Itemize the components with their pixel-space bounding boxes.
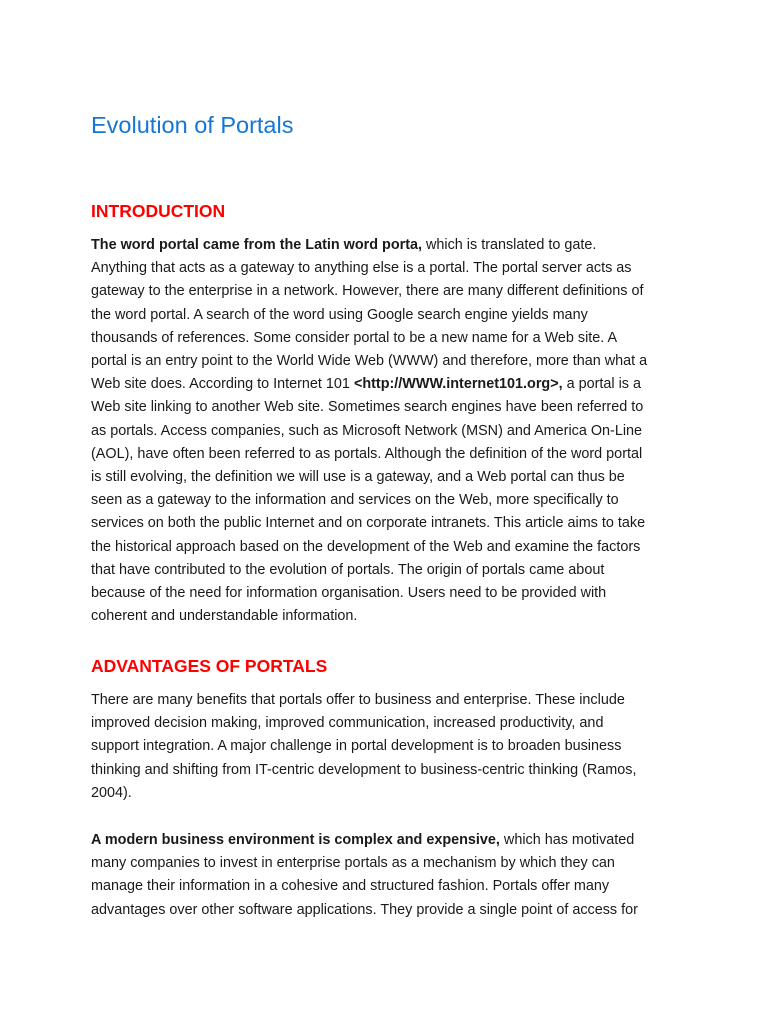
paragraph-line: because of the need for information organisation. Users need to be provided with bbox=[91, 585, 607, 602]
introduction-paragraph bbox=[91, 234, 647, 628]
section-heading-advantages: ADVANTAGES OF PORTALS bbox=[91, 656, 328, 676]
paragraph-line: There are many benefits that portals offer to business and enterprise. These include bbox=[91, 692, 625, 708]
bold-url-text: <http://WWW.internet101.org>, bbox=[353, 376, 563, 393]
paragraph-line: seen as a gateway to the information and services on the Web, more specifically to bbox=[91, 492, 619, 509]
paragraph-line: is still evolving, the definition we will use is a gateway, and a Web portal can thus be bbox=[91, 469, 625, 486]
paragraph-line: 2004). bbox=[91, 784, 132, 801]
section-heading-introduction: INTRODUCTION bbox=[91, 201, 226, 221]
paragraph-line: support integration. A major challenge in portal development is to broaden business bbox=[91, 738, 622, 755]
paragraph-line: The word portal came from the Latin word porta, which is translated to gate. bbox=[91, 237, 597, 253]
document-title: Evolution of Portals bbox=[91, 112, 294, 138]
advantages-paragraph-business-environment bbox=[91, 829, 638, 922]
paragraph-line: portal is an entry point to the World Wide Web (WWW) and therefore, more than what a bbox=[91, 353, 648, 370]
paragraph-line: thinking and shifting from IT-centric development to business-centric thinking (Ramos, bbox=[91, 761, 637, 778]
paragraph-line: A modern business environment is complex and expensive, which has motivated bbox=[91, 832, 635, 848]
paragraph-line: (AOL), have often been referred to as portals. Although the definition of the word portal bbox=[91, 445, 643, 462]
paragraph-line: the historical approach based on the development of the Web and examine the factors bbox=[91, 538, 641, 555]
paragraph-line: manage their information in a cohesive and structured fashion. Portals offer many bbox=[91, 878, 610, 895]
paragraph-line: advantages over other software applications. They provide a single point of access for bbox=[91, 901, 638, 918]
paragraph-line: coherent and understandable information. bbox=[91, 608, 358, 625]
paragraph-line: thousands of references. Some consider portal to be a new name for a Web site. A bbox=[91, 329, 618, 346]
paragraph-line: that have contributed to the evolution of portals. The origin of portals came about bbox=[91, 561, 605, 578]
paragraph-line: Anything that acts as a gateway to anything else is a portal. The portal server acts as bbox=[91, 260, 632, 277]
paragraph-line: services on both the public Internet and on corporate intranets. This article aims to take bbox=[91, 515, 646, 532]
paragraph-line: the word portal. A search of the word using Google search engine yields many bbox=[91, 306, 588, 323]
paragraph-line: gateway to the enterprise in a network. However, there are many different definitions of bbox=[91, 283, 644, 300]
bold-lead-text: The word portal came from the Latin word porta, bbox=[91, 237, 423, 253]
paragraph-line: Web site linking to another Web site. Sometimes search engines have been referred to bbox=[91, 399, 644, 416]
bold-lead-text: A modern business environment is complex and expensive, bbox=[91, 832, 500, 848]
paragraph-line: many companies to invest in enterprise portals as a mechanism by which they can bbox=[91, 855, 615, 872]
paragraph-line: Web site does. According to Internet 101 <http://WWW.internet101.org>, a portal is a bbox=[91, 376, 641, 393]
paragraph-line: improved decision making, improved communication, increased productivity, and bbox=[91, 715, 604, 732]
paragraph-line: as portals. Access companies, such as Microsoft Network (MSN) and America On-Line bbox=[91, 422, 643, 439]
advantages-paragraph-benefits bbox=[91, 689, 637, 805]
